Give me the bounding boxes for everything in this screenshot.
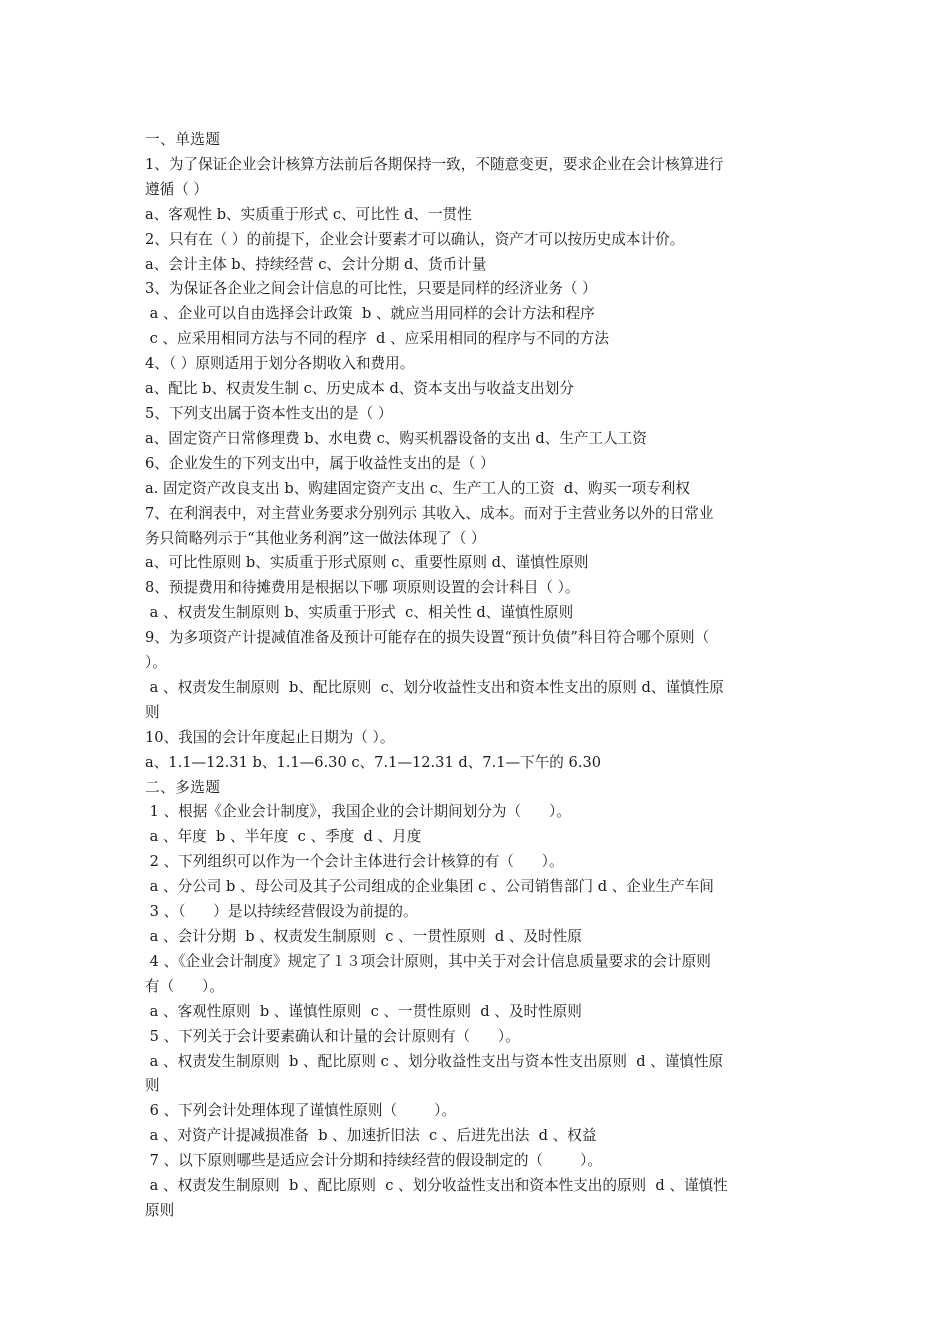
question-6: 6、企业发生的下列支出中，属于收益性支出的是（ ） <box>145 454 495 472</box>
question-3-options-ab: a 、企业可以自由选择会计政策 b 、就应当用同样的会计方法和程序 <box>145 305 595 323</box>
multi-question-7-options-continued: 原则 <box>145 1201 175 1219</box>
multi-question-5-options: a 、权责发生制原则 b 、配比原则 c 、划分收益性支出与资本性支出原则 d 、谨慎性原 <box>145 1052 724 1070</box>
question-7: 7、在利润表中，对主营业务要求分别列示 其收入、成本。而对于主营业务以外的日常业 <box>145 504 714 522</box>
multi-question-2-options: a 、分公司 b 、母公司及其子公司组成的企业集团 c 、公司销售部门 d 、企业生产车间 <box>145 878 714 896</box>
question-9: 9、为多项资产计提减值准备及预计可能存在的损失设置“预计负债”科目符合哪个原则（ <box>145 629 710 647</box>
multi-question-1-options: a 、年度 b 、半年度 c 、季度 d 、月度 <box>145 828 422 846</box>
multi-question-6-options: a 、对资产计提减损准备 b 、加速折旧法 c 、后进先出法 d 、权益 <box>145 1127 597 1145</box>
multi-question-6: 6 、下列会计处理体现了谨慎性原则（ ）。 <box>145 1102 457 1120</box>
question-1-options: a、客观性 b、实质重于形式 c、可比性 d、一贯性 <box>145 205 472 223</box>
question-8-options: a 、权责发生制原则 b、实质重于形式 c、相关性 d、谨慎性原则 <box>145 604 574 622</box>
multi-question-7: 7 、以下原则哪些是适应会计分期和持续经营的假设制定的（ ）。 <box>145 1152 603 1170</box>
question-7-options: a、可比性原则 b、实质重于形式原则 c、重要性原则 d、谨慎性原则 <box>145 554 589 572</box>
question-2: 2、只有在（ ）的前提下，企业会计要素才可以确认，资产才可以按历史成本计价。 <box>145 230 685 248</box>
multi-question-1: 1 、根据《企业会计制度》，我国企业的会计期间划分为（ ）。 <box>145 803 571 821</box>
question-9-continued: ）。 <box>145 654 167 672</box>
multi-question-7-options: a 、权责发生制原则 b 、配比原则 c 、划分收益性支出和资本性支出的原则 d 、谨慎性 <box>145 1177 728 1195</box>
question-5-options: a、固定资产日常修理费 b、水电费 c、购买机器设备的支出 d、生产工人工资 <box>145 429 647 447</box>
question-2-options: a、会计主体 b、持续经营 c、会计分期 d、货币计量 <box>145 255 487 273</box>
question-5: 5、下列支出属于资本性支出的是（ ） <box>145 404 393 422</box>
question-3: 3、为保证各企业之间会计信息的可比性，只要是同样的经济业务（ ） <box>145 280 597 298</box>
question-10: 10、我国的会计年度起止日期为（ ）。 <box>145 728 395 746</box>
question-1: 1、为了保证企业会计核算方法前后各期保持一致，不随意变更，要求企业在会计核算进行 <box>145 155 724 173</box>
multi-question-5: 5 、下列关于会计要素确认和计量的会计原则有（ ）。 <box>145 1027 520 1045</box>
multi-question-3-options: a 、会计分期 b 、权责发生制原则 c 、一贯性原则 d 、及时性原 <box>145 928 582 945</box>
section-heading-multiple-choice: 二、多选题 <box>145 778 221 796</box>
question-4: 4、（ ）原则适用于划分各期收入和费用。 <box>145 355 415 373</box>
multi-question-4-options: a 、客观性原则 b 、谨慎性原则 c 、一贯性原则 d 、及时性原则 <box>145 1002 582 1020</box>
document-body <box>145 128 810 1224</box>
section-heading-single-choice: 一、单选题 <box>145 131 221 148</box>
question-6-options: a. 固定资产改良支出 b、购建固定资产支出 c、生产工人的工资 d、购买一项专利权 <box>145 479 690 497</box>
multi-question-4-continued: 有（ ）。 <box>145 977 224 995</box>
question-3-options-cd: c 、应采用相同方法与不同的程序 d 、应采用相同的程序与不同的方法 <box>145 330 609 348</box>
question-8: 8、预提费用和待摊费用是根据以下哪 项原则设置的会计科目（ ）。 <box>145 579 580 597</box>
question-4-options: a、配比 b、权责发生制 c、历史成本 d、资本支出与收益支出划分 <box>145 380 574 398</box>
question-7-continued: 务只简略列示于“其他业务利润”这一做法体现了（ ） <box>145 529 486 547</box>
question-1-continued: 遵循（ ） <box>145 180 209 198</box>
multi-question-5-options-continued: 则 <box>145 1077 160 1095</box>
multi-question-3: 3 、（ ）是以持续经营假设为前提的。 <box>145 903 418 921</box>
multi-question-2: 2 、下列组织可以作为一个会计主体进行会计核算的有（ ）。 <box>145 853 564 871</box>
question-9-options-continued: 则 <box>145 703 160 721</box>
question-9-options: a 、权责发生制原则 b、配比原则 c、划分收益性支出和资本性支出的原则 d、谨慎性原 <box>145 678 724 696</box>
multi-question-4: 4 、《企业会计制度》规定了１３项会计原则，其中关于对会计信息质量要求的会计原则 <box>145 952 711 970</box>
question-10-options: a、1.1—12.31 b、1.1—6.30 c、7.1—12.31 d、7.1—下午的 6.30 <box>145 753 602 771</box>
